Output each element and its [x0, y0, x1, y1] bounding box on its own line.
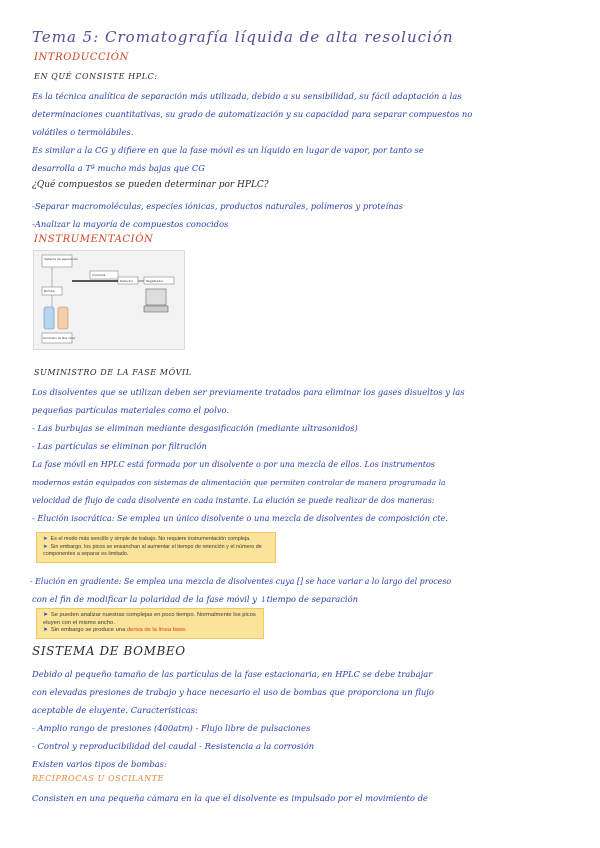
paragraph-line: desarrolla a Tª mucho más bajas que CG [32, 163, 205, 173]
paragraph-line: con elevadas presiones de trabajo y hace necesario el uso de bombas que proporciona un flujo [32, 687, 434, 697]
diagram-label-pump: Bomba [44, 289, 55, 293]
bullet-icon: ➤ [43, 627, 48, 633]
diagram-label-recorder: Registrador [146, 279, 164, 283]
diagram-label-supply: Suministro de fase móvil [43, 337, 76, 340]
section-heading-instrumentacion: INSTRUMENTACIÓN [34, 234, 154, 245]
diagram-label-reservoir: Sistema de separación [44, 257, 79, 261]
page-title: Tema 5: Cromatografía líquida de alta resolución [32, 28, 454, 46]
note-item: ➤ Sin embargo se produce una deriva de la línea base. [43, 627, 187, 633]
paragraph-line: Los disolventes que se utilizan deben ser previamente tratados para eliminar los gases disueltos y las [32, 387, 465, 397]
paragraph-line: -Analizar la mayoría de compuestos conocidos [32, 219, 229, 229]
bullet-icon: ➤ [43, 536, 48, 542]
paragraph-line: - Amplio rango de presiones (400atm) - Flujo libre de pulsaciones [32, 723, 311, 733]
paragraph-line: Es la técnica analítica de separación más utilizada, debido a su sensibilidad, su fácil adaptación a las [32, 91, 462, 101]
paragraph-line: aceptable de eluyente. Características: [32, 705, 198, 715]
section-heading-intro: INTRODUCCIÓN [34, 52, 129, 63]
paragraph-line: velocidad de flujo de cada disolvente en cada instante. La elución se puede realizar de dos maneras: [32, 496, 435, 505]
note-item: ➤ Se pueden analizar nuestras complejas en poco tiempo. Normalmente los picos eluyen con el mismo ancho. [43, 612, 256, 626]
paragraph-line: - Elución isocrática: Se emplea un único disolvente o una mezcla de disolventes de composición cte. [32, 513, 448, 523]
paragraph-line: modernos están equipados con sistemas de alimentación que permiten controlar de manera programada la [32, 478, 446, 487]
paragraph-line: - Control y reproducibilidad del caudal - Resistencia a la corrosión [32, 741, 315, 751]
note-item: ➤ Sin embargo, los picos se ensanchan al aumentar el tiempo de retención y el número de componentes a separar es limitado. [43, 543, 262, 557]
paragraph-line: - Las partículas se eliminan por filtración [32, 441, 207, 451]
bullet-icon: ➤ [43, 612, 48, 618]
paragraph-line: La fase móvil en HPLC está formada por un disolvente o por una mezcla de ellos. Los instrumentos [32, 460, 435, 469]
section-heading-bombeo: SISTEMA DE BOMBEO [32, 644, 186, 658]
subheading-suministro: SUMINISTRO DE LA FASE MÓVIL [34, 368, 192, 377]
paragraph-line: -Separar macromoléculas, especies iónicas, productos naturales, polímeros y proteínas [32, 201, 403, 211]
note-item: ➤ Es el modo más sencillo y simple de trabajo. No requiere instrumentación compleja. [43, 536, 251, 542]
subheading-compuestos: ¿Qué compuestos se pueden determinar por HPLC? [32, 180, 269, 190]
subheading-reciprocas: RECÍPROCAS U OSCILANTE [32, 774, 165, 783]
paragraph-line: con el fin de modificar la polaridad de la fase móvil y ↓tiempo de separación [32, 594, 358, 604]
note-gradiente [36, 608, 264, 639]
paragraph-line: Consisten en una pequeña cámara en la que el disolvente es impulsado por el movimiento de [32, 793, 428, 803]
hplc-instrument-diagram [33, 250, 185, 350]
subheading-que-es-hplc: EN QUÉ CONSISTE HPLC: [34, 72, 158, 81]
paragraph-line: Debido al pequeño tamaño de las partículas de la fase estacionaria, en HPLC se debe trabajar [32, 669, 433, 679]
note-isocratica [36, 532, 276, 563]
paragraph-line: volátiles o termolábiles. [32, 127, 134, 137]
paragraph-line: Existen varios tipos de bombas: [32, 759, 167, 769]
diagram-label-column: Columna [92, 273, 106, 277]
paragraph-line: Es similar a la CG y difiere en que la fase móvil es un líquido en lugar de vapor, por tanto se [32, 145, 424, 155]
paragraph-line: - Las burbujas se eliminan mediante desgasificación (mediante ultrasonidos) [32, 423, 358, 433]
diagram-label-detector: Detector [120, 279, 134, 283]
bullet-icon: ➤ [43, 543, 48, 550]
paragraph-line: - Elución en gradiente: Se emplea una mezcla de disolventes cuya [] se hace variar a lo largo del proceso [30, 577, 452, 586]
paragraph-line: pequeñas partículas materiales como el polvo. [32, 405, 230, 415]
paragraph-line: determinaciones cuantitativas, su grado de automatización y su capacidad para separar compuestos no [32, 109, 473, 119]
